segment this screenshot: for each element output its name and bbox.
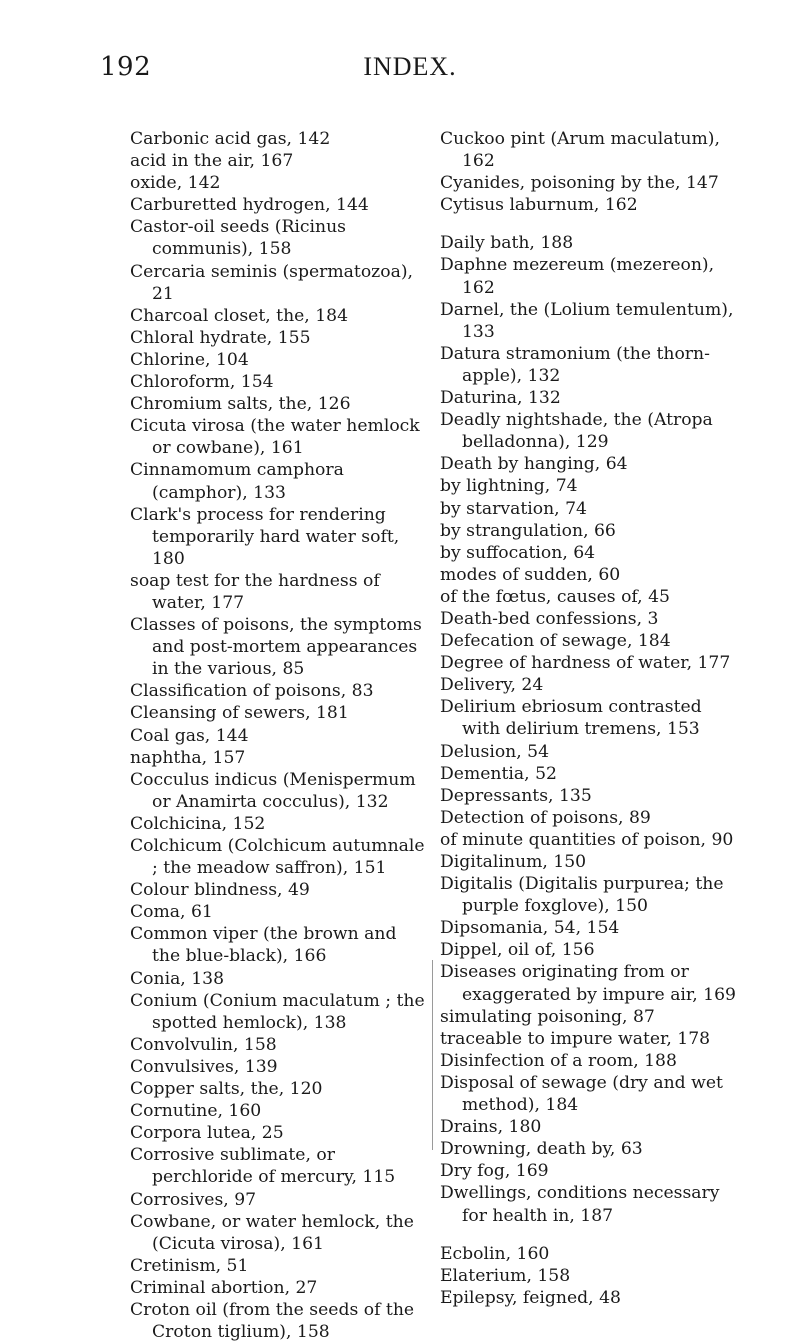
index-column-right	[440, 128, 740, 1309]
index-entry	[440, 652, 740, 674]
index-heading: Dementia, 52	[440, 763, 557, 784]
index-entry	[440, 674, 740, 696]
index-entry	[440, 1182, 740, 1226]
index-heading: Copper salts, the, 120	[130, 1079, 323, 1100]
index-subentry: naphtha, 157	[130, 747, 246, 768]
index-entry	[130, 1144, 430, 1188]
index-subentry: simulating poisoning, 87	[440, 1006, 655, 1027]
index-column-left	[130, 128, 430, 1343]
index-heading: Delivery, 24	[440, 675, 544, 696]
index-heading: Depressants, 135	[440, 785, 592, 806]
index-entry	[130, 415, 430, 459]
index-entry	[440, 917, 740, 939]
index-entry	[440, 785, 740, 807]
index-entry	[130, 1100, 430, 1122]
index-heading: Convolvulin, 158	[130, 1034, 277, 1055]
index-heading: Croton oil (from the seeds of the Croton tiglium), 158	[130, 1299, 415, 1343]
index-heading: Carburetted hydrogen, 144	[130, 195, 369, 216]
index-heading: Conia, 138	[130, 968, 225, 989]
index-entry	[130, 968, 430, 990]
index-heading: Drains, 180	[440, 1117, 542, 1138]
index-entry	[440, 409, 740, 453]
index-heading: Cowbane, or water hemlock, the (Cicuta virosa), 161	[130, 1211, 414, 1254]
index-entry	[440, 1160, 740, 1182]
index-subentry: by strangulation, 66	[440, 520, 616, 541]
index-entry	[440, 1116, 740, 1138]
column-divider	[432, 960, 433, 1150]
index-entry	[130, 349, 430, 371]
index-heading: Cocculus indicus (Menispermum or Anamirta cocculus), 132	[130, 769, 416, 812]
index-entry	[130, 923, 430, 967]
index-entry	[130, 459, 430, 503]
index-heading: Colchicina, 152	[130, 813, 266, 834]
index-entry	[440, 254, 740, 298]
index-heading: Delusion, 54	[440, 741, 550, 762]
index-entry	[130, 305, 430, 327]
index-entry	[440, 453, 740, 608]
index-subentry: acid in the air, 167	[130, 151, 294, 172]
index-heading: Cuckoo pint (Arum maculatum), 162	[440, 129, 720, 172]
index-heading: Drowning, death by, 63	[440, 1139, 643, 1160]
index-heading: Clark's process for rendering temporarily hard water soft, 180	[130, 504, 400, 569]
running-title: INDEX.	[363, 52, 457, 81]
index-entry	[130, 128, 430, 194]
index-heading: Daily bath, 188	[440, 233, 574, 254]
index-entry	[440, 1265, 740, 1287]
index-entry	[440, 741, 740, 763]
index-entry	[440, 232, 740, 254]
index-entry	[440, 1287, 740, 1309]
index-heading: Elaterium, 158	[440, 1265, 571, 1286]
index-entry	[130, 371, 430, 393]
index-subentry: oxide, 142	[130, 173, 221, 194]
index-heading: Cercaria seminis (spermatozoa), 21	[130, 261, 414, 304]
index-heading: Convulsives, 139	[130, 1056, 278, 1077]
index-heading: Ecbolin, 160	[440, 1243, 550, 1264]
index-heading: Common viper (the brown and the blue-black), 166	[130, 924, 397, 967]
index-entry	[440, 608, 740, 630]
index-entry	[440, 763, 740, 785]
index-entry	[440, 873, 740, 917]
index-entry	[440, 343, 740, 387]
index-entry	[130, 393, 430, 415]
index-subentry: of the fœtus, causes of, 45	[440, 586, 670, 607]
index-heading: Disposal of sewage (dry and wet method), 184	[440, 1072, 723, 1116]
index-heading: Chlorine, 104	[130, 349, 249, 370]
index-entry	[130, 1211, 430, 1255]
index-entry	[440, 299, 740, 343]
index-heading: Daturina, 132	[440, 388, 561, 409]
index-subentry: of minute quantities of poison, 90	[440, 829, 734, 850]
index-heading: Cleansing of sewers, 181	[130, 703, 349, 724]
index-heading: Charcoal closet, the, 184	[130, 305, 349, 326]
index-heading: Detection of poisons, 89	[440, 807, 651, 828]
index-heading: Digitalinum, 150	[440, 852, 587, 872]
index-entry	[130, 614, 430, 680]
index-entry	[440, 1072, 740, 1116]
index-entry	[130, 1122, 430, 1144]
index-heading: Colchicum (Colchicum autumnale ; the meadow saffron), 151	[130, 836, 425, 879]
index-heading: Corrosive sublimate, or perchloride of mercury, 115	[130, 1145, 396, 1188]
index-heading: Criminal abortion, 27	[130, 1277, 318, 1298]
index-entry	[440, 1138, 740, 1160]
index-entry	[130, 879, 430, 901]
index-entry	[440, 630, 740, 652]
index-heading: Classes of poisons, the symptoms and post-mortem appearances in the various, 85	[130, 615, 422, 680]
index-heading: Chloroform, 154	[130, 372, 274, 393]
index-heading: Diseases originating from or exaggerated by impure air, 169	[440, 962, 736, 1005]
index-entry	[130, 769, 430, 813]
index-entry	[130, 990, 430, 1034]
index-heading: Cinnamomum camphora (camphor), 133	[130, 460, 344, 503]
index-entry	[130, 216, 430, 260]
index-entry	[130, 1189, 430, 1211]
page-number: 192	[100, 52, 152, 82]
index-entry	[130, 327, 430, 349]
index-heading: Deadly nightshade, the (Atropa belladonna), 129	[440, 410, 713, 453]
index-heading: Defecation of sewage, 184	[440, 631, 671, 652]
index-heading: Castor-oil seeds (Ricinus communis), 158	[130, 217, 346, 260]
index-heading: Dippel, oil of, 156	[440, 940, 595, 961]
page-header	[100, 52, 720, 92]
index-heading: Dwellings, conditions necessary for health in, 187	[440, 1183, 720, 1226]
index-heading: Cytisus laburnum, 162	[440, 195, 638, 216]
index-entry	[130, 504, 430, 614]
index-entry	[130, 1034, 430, 1056]
index-heading: Degree of hardness of water, 177	[440, 653, 731, 674]
index-entry	[440, 851, 740, 873]
index-entry	[130, 813, 430, 835]
index-heading: Disinfection of a room, 188	[440, 1050, 677, 1071]
index-heading: Coal gas, 144	[130, 725, 249, 746]
index-heading: Darnel, the (Lolium temulentum), 133	[440, 299, 734, 342]
index-heading: Conium (Conium maculatum ; the spotted hemlock), 138	[130, 990, 425, 1033]
index-entry	[440, 387, 740, 409]
index-entry	[440, 939, 740, 961]
index-heading: Digitalis (Digitalis purpurea; the purple foxglove), 150	[440, 874, 724, 917]
index-heading: Corrosives, 97	[130, 1189, 257, 1210]
index-subentry: by suffocation, 64	[440, 542, 596, 563]
index-entry	[130, 725, 430, 769]
index-entry	[440, 1243, 740, 1265]
index-entry	[130, 1056, 430, 1078]
index-entry	[130, 1277, 430, 1299]
index-entry	[440, 961, 740, 1049]
index-entry	[440, 696, 740, 740]
index-subentry: by lightning, 74	[440, 476, 578, 497]
index-entry	[440, 807, 740, 851]
index-heading: Datura stramonium (the thorn-apple), 132	[440, 343, 710, 386]
index-entry	[130, 261, 430, 305]
index-heading: Corpora lutea, 25	[130, 1123, 284, 1144]
index-entry	[440, 1050, 740, 1072]
index-entry	[440, 194, 740, 216]
index-heading: Delirium ebriosum contrasted with delirium tremens, 153	[440, 697, 702, 740]
index-heading: Death-bed confessions, 3	[440, 608, 659, 629]
index-heading: Chloral hydrate, 155	[130, 327, 311, 348]
index-heading: Coma, 61	[130, 902, 213, 923]
index-subentry: traceable to impure water, 178	[440, 1028, 711, 1049]
index-entry	[130, 1299, 430, 1343]
index-heading: Cicuta virosa (the water hemlock or cowbane), 161	[130, 416, 420, 459]
index-entry	[130, 702, 430, 724]
index-entry	[130, 680, 430, 702]
index-entry	[130, 1255, 430, 1277]
index-entry	[440, 172, 740, 194]
index-entry	[130, 1078, 430, 1100]
index-heading: Daphne mezereum (mezereon), 162	[440, 255, 715, 298]
index-heading: Chromium salts, the, 126	[130, 394, 351, 415]
index-heading: Cyanides, poisoning by the, 147	[440, 173, 719, 194]
index-heading: Dry fog, 169	[440, 1161, 549, 1182]
index-heading: Carbonic acid gas, 142	[130, 129, 331, 149]
index-heading: Cretinism, 51	[130, 1255, 249, 1276]
index-heading: Death by hanging, 64	[440, 454, 628, 475]
index-entry	[440, 128, 740, 172]
index-subentry: modes of sudden, 60	[440, 564, 621, 585]
index-entry	[130, 901, 430, 923]
index-entry	[130, 194, 430, 216]
index-heading: Classification of poisons, 83	[130, 681, 374, 702]
index-entry	[130, 835, 430, 879]
index-heading: Dipsomania, 54, 154	[440, 918, 620, 939]
index-heading: Colour blindness, 49	[130, 880, 310, 901]
index-heading: Epilepsy, feigned, 48	[440, 1287, 621, 1308]
index-subentry: soap test for the hardness of water, 177	[130, 570, 380, 613]
index-heading: Cornutine, 160	[130, 1101, 262, 1122]
index-subentry: by starvation, 74	[440, 498, 587, 519]
